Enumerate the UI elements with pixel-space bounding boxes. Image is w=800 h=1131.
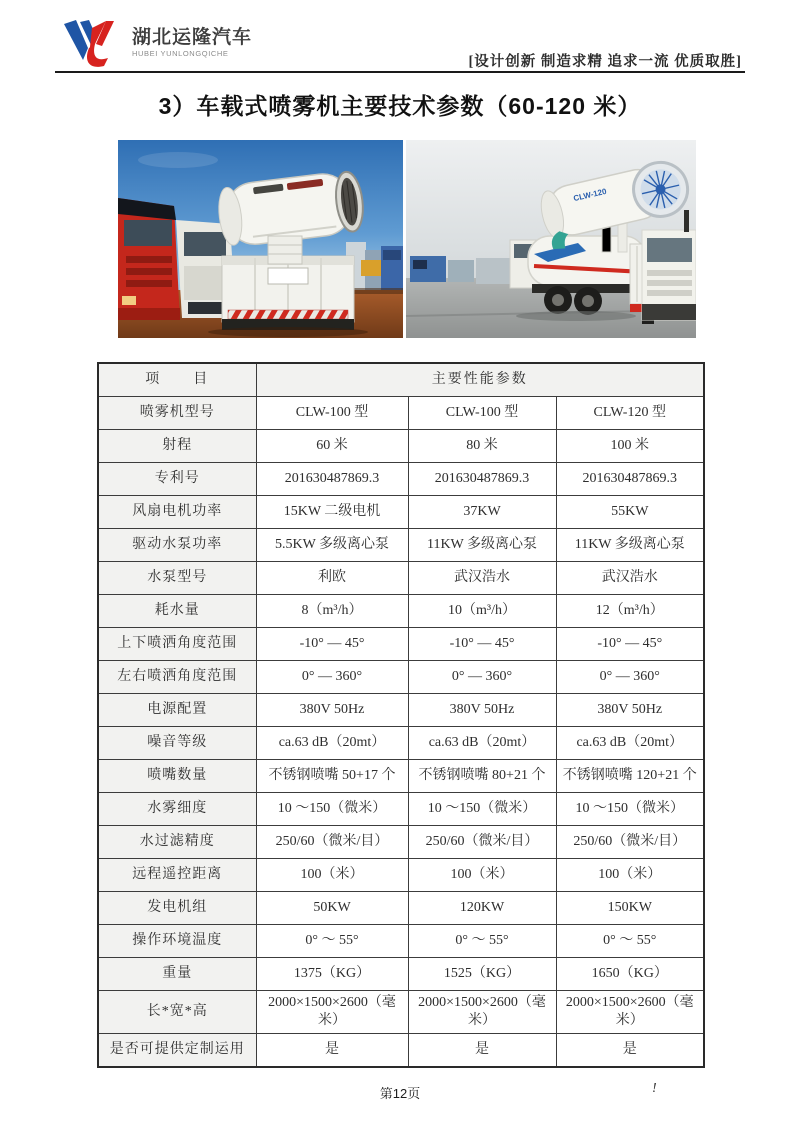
row-value: 是 <box>408 1034 556 1068</box>
row-value: 是 <box>256 1034 408 1068</box>
row-value: 8（m³/h） <box>256 595 408 628</box>
row-label: 噪音等级 <box>98 727 256 760</box>
truck-photo-rear-view <box>118 140 403 338</box>
row-value: 15KW 二级电机 <box>256 496 408 529</box>
row-label: 远程遥控距离 <box>98 859 256 892</box>
row-value: 1375（KG） <box>256 958 408 991</box>
table-row <box>98 529 704 562</box>
logo-text <box>132 28 252 59</box>
row-label: 是否可提供定制运用 <box>98 1034 256 1068</box>
header-divider <box>55 71 745 73</box>
row-value: 80 米 <box>408 430 556 463</box>
row-value: 380V 50Hz <box>408 694 556 727</box>
header-slogan: [设计创新 制造求精 追求一流 优质取胜] <box>468 54 742 70</box>
row-label: 操作环境温度 <box>98 925 256 958</box>
row-label: 发电机组 <box>98 892 256 925</box>
header-params-cell: 主要性能参数 <box>256 363 704 397</box>
row-value: 2000×1500×2600（毫米） <box>556 991 704 1034</box>
row-value: 100 米 <box>556 430 704 463</box>
table-row <box>98 595 704 628</box>
table-row <box>98 1034 704 1068</box>
row-label: 重量 <box>98 958 256 991</box>
row-value: 10 ～150（微米） <box>256 793 408 826</box>
row-value: 0° — 360° <box>408 661 556 694</box>
row-value: 60 米 <box>256 430 408 463</box>
brand-name-cn: 湖北运隆汽车 <box>132 26 253 48</box>
row-value: 0° — 360° <box>556 661 704 694</box>
row-value: 1525（KG） <box>408 958 556 991</box>
page-number: 第12页 <box>379 1086 421 1101</box>
row-label: 水泵型号 <box>98 562 256 595</box>
table-row <box>98 859 704 892</box>
spec-table <box>97 362 705 1068</box>
row-value: 不锈钢喷嘴 80+21 个 <box>408 760 556 793</box>
table-row <box>98 694 704 727</box>
table-row <box>98 727 704 760</box>
row-value: ca.63 dB（20mt） <box>408 727 556 760</box>
row-label: 射程 <box>98 430 256 463</box>
table-row <box>98 397 704 430</box>
row-value: 380V 50Hz <box>556 694 704 727</box>
row-value: ca.63 dB（20mt） <box>556 727 704 760</box>
row-label: 喷嘴数量 <box>98 760 256 793</box>
table-row <box>98 463 704 496</box>
row-value: CLW-100 型 <box>256 397 408 430</box>
row-label: 驱动水泵功率 <box>98 529 256 562</box>
row-value: 0° — 360° <box>256 661 408 694</box>
photo-row <box>118 140 696 338</box>
row-value: 12（m³/h） <box>556 595 704 628</box>
row-value: CLW-120 型 <box>556 397 704 430</box>
row-value: 0° ～ 55° <box>256 925 408 958</box>
row-value: 37KW <box>408 496 556 529</box>
row-value: 100（米） <box>408 859 556 892</box>
row-label: 专利号 <box>98 463 256 496</box>
row-value: 0° ～ 55° <box>408 925 556 958</box>
svg-text:CLW-120: CLW-120 <box>572 186 608 204</box>
table-row <box>98 793 704 826</box>
table-row <box>98 760 704 793</box>
row-value: -10° — 45° <box>408 628 556 661</box>
row-value: 201630487869.3 <box>256 463 408 496</box>
row-value: 250/60（微米/目） <box>256 826 408 859</box>
truck-photo-side-view <box>406 140 696 338</box>
row-label: 水雾细度 <box>98 793 256 826</box>
row-value: 55KW <box>556 496 704 529</box>
row-label: 喷雾机型号 <box>98 397 256 430</box>
row-value: 2000×1500×2600（毫米） <box>408 991 556 1034</box>
table-row <box>98 628 704 661</box>
brand-name-en: HUBEI YUNLONGQICHE <box>132 49 229 59</box>
page-title: 3）车载式喷雾机主要技术参数（60-120 米） <box>158 93 642 119</box>
table-row <box>98 661 704 694</box>
row-value: -10° — 45° <box>256 628 408 661</box>
row-label: 风扇电机功率 <box>98 496 256 529</box>
row-label: 左右喷洒角度范围 <box>98 661 256 694</box>
row-value: 10（m³/h） <box>408 595 556 628</box>
table-row <box>98 892 704 925</box>
header-item-cell: 项 目 <box>98 363 256 397</box>
table-row <box>98 958 704 991</box>
row-label: 长*宽*高 <box>98 991 256 1034</box>
company-logo <box>62 18 252 68</box>
table-row <box>98 496 704 529</box>
row-value: 201630487869.3 <box>556 463 704 496</box>
row-value: 201630487869.3 <box>408 463 556 496</box>
table-row <box>98 562 704 595</box>
row-value: 武汉浩水 <box>408 562 556 595</box>
row-value: 5.5KW 多级离心泵 <box>256 529 408 562</box>
row-value: 10 ～150（微米） <box>408 793 556 826</box>
row-value: 是 <box>556 1034 704 1068</box>
row-value: 不锈钢喷嘴 120+21 个 <box>556 760 704 793</box>
row-value: 11KW 多级离心泵 <box>408 529 556 562</box>
table-row <box>98 925 704 958</box>
row-value: 利欧 <box>256 562 408 595</box>
row-value: 250/60（微米/目） <box>408 826 556 859</box>
row-value: 11KW 多级离心泵 <box>556 529 704 562</box>
row-value: CLW-100 型 <box>408 397 556 430</box>
row-value: 50KW <box>256 892 408 925</box>
row-value: 150KW <box>556 892 704 925</box>
row-value: 100（米） <box>256 859 408 892</box>
row-value: 120KW <box>408 892 556 925</box>
row-value: 10 ～150（微米） <box>556 793 704 826</box>
row-label: 电源配置 <box>98 694 256 727</box>
row-value: 250/60（微米/目） <box>556 826 704 859</box>
table-header-row <box>98 363 704 397</box>
row-value: -10° — 45° <box>556 628 704 661</box>
row-value: ca.63 dB（20mt） <box>256 727 408 760</box>
table-row <box>98 991 704 1034</box>
table-row <box>98 826 704 859</box>
row-label: 水过滤精度 <box>98 826 256 859</box>
footer-mark: ! <box>652 1081 657 1096</box>
table-row <box>98 430 704 463</box>
row-value: 不锈钢喷嘴 50+17 个 <box>256 760 408 793</box>
logo-mark-icon <box>62 18 124 68</box>
row-value: 2000×1500×2600（毫米） <box>256 991 408 1034</box>
row-value: 380V 50Hz <box>256 694 408 727</box>
row-value: 1650（KG） <box>556 958 704 991</box>
row-value: 100（米） <box>556 859 704 892</box>
row-value: 0° ～ 55° <box>556 925 704 958</box>
row-value: 武汉浩水 <box>556 562 704 595</box>
row-label: 耗水量 <box>98 595 256 628</box>
row-label: 上下喷洒角度范围 <box>98 628 256 661</box>
